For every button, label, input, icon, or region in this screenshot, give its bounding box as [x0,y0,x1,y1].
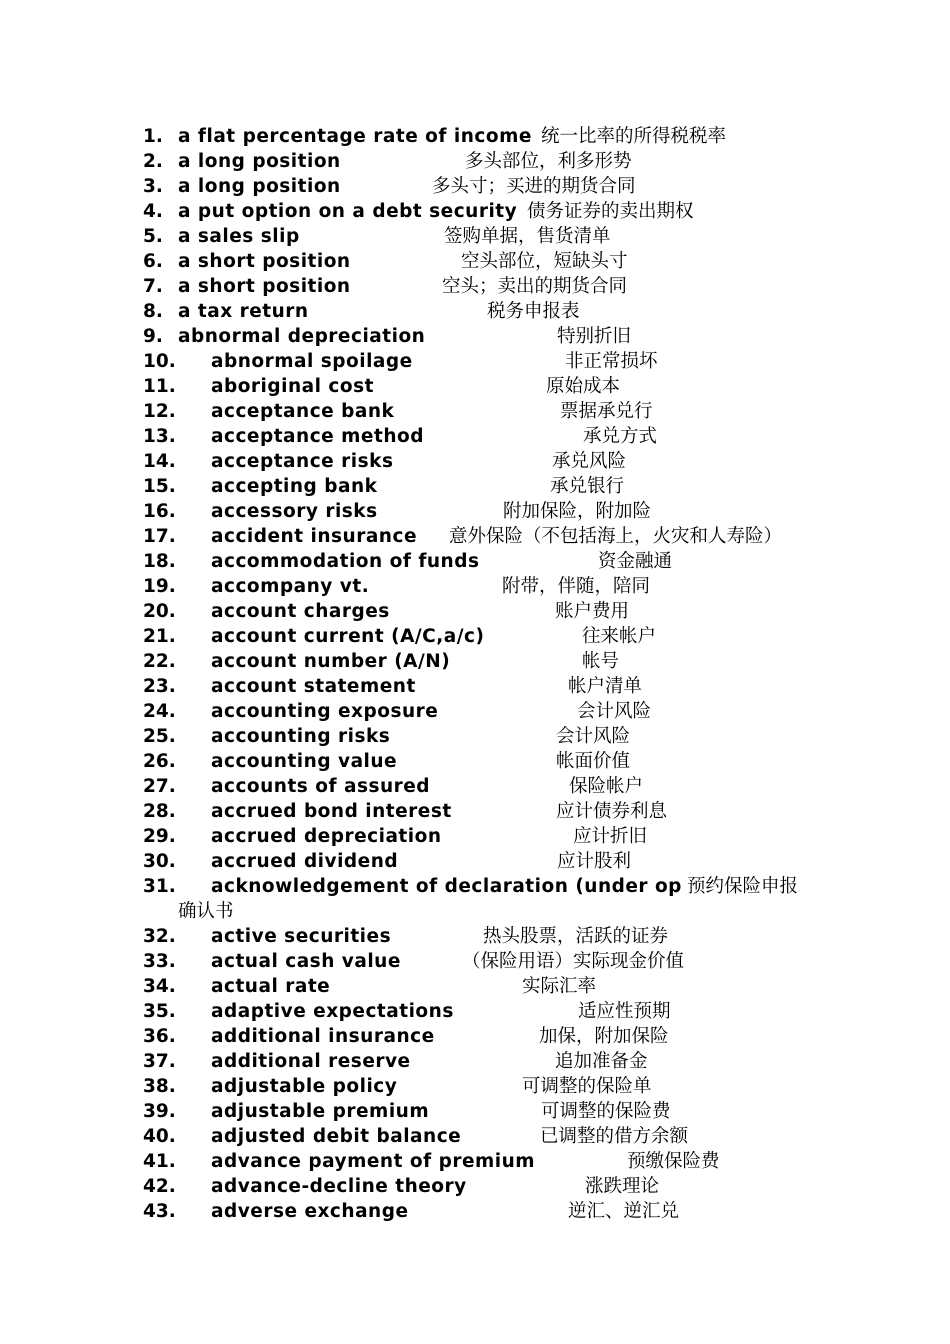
entry-term: account number (A/N) [211,651,451,672]
entry-translation: 签购单据，售货清单 [444,226,611,247]
entry-number: 1. [143,126,163,147]
entry-translation: 会计风险 [577,701,652,722]
entry-term: advance payment of premium [211,1151,536,1172]
entry-number: 35. [143,1001,176,1022]
glossary-entry [0,324,950,349]
entry-term: a sales slip [178,226,300,247]
glossary-entry [0,224,950,249]
entry-number: 41. [143,1151,176,1172]
entry-number: 16. [143,501,176,522]
glossary-entry [0,424,950,449]
entry-translation: 承兑风险 [552,451,627,472]
entry-translation: 帐号 [582,651,620,672]
entry-number: 3. [143,176,163,197]
glossary-entry [0,1099,950,1124]
entry-number: 11. [143,376,176,397]
entry-number: 39. [143,1101,176,1122]
entry-translation: 逆汇、逆汇兑 [568,1201,680,1222]
entry-term: a long position [178,176,341,197]
entry-term: a tax return [178,301,309,322]
glossary-entry [0,999,950,1024]
entry-term: accessory risks [211,501,378,522]
entry-term: account current (A/C,a/c) [211,626,485,647]
entry-term: acceptance bank [211,401,395,422]
entry-translation: 承兑银行 [550,476,625,497]
entry-term: acceptance method [211,426,424,447]
glossary-entry [0,849,950,874]
entry-term: active securities [211,926,392,947]
entry-translation: 应计债券利息 [556,801,668,822]
glossary-entry [0,1074,950,1099]
glossary-entry [0,149,950,174]
entry-number: 13. [143,426,176,447]
entry-translation: 非正常损坏 [565,351,658,372]
entry-term: accrued depreciation [211,826,442,847]
entry-term: advance-decline theory [211,1176,467,1197]
entry-translation: 保险帐户 [569,776,644,797]
entry-term: a put option on a debt security [178,201,518,222]
entry-number: 30. [143,851,176,872]
glossary-entry [0,974,950,999]
entry-term: accounting exposure [211,701,439,722]
entry-number: 21. [143,626,176,647]
entry-translation: 附加保险，附加险 [503,501,652,522]
glossary-entry [0,799,950,824]
entry-translation: 热头股票，活跃的证券 [483,926,669,947]
entry-term: account charges [211,601,390,622]
entry-translation: 空头部位，短缺头寸 [461,251,628,272]
entry-number: 32. [143,926,176,947]
entry-term: accounting risks [211,726,391,747]
glossary-entry [0,624,950,649]
glossary-entry [0,274,950,299]
entry-translation: 追加准备金 [555,1051,648,1072]
entry-term: actual cash value [211,951,401,972]
entry-term: acknowledgement of declaration (under op [211,876,682,897]
glossary-entry [0,574,950,599]
entry-term: accepting bank [211,476,378,497]
entry-number: 29. [143,826,176,847]
entry-translation: 多头部位，利多形势 [465,151,632,172]
entry-number: 2. [143,151,163,172]
glossary-entry [0,749,950,774]
entry-term: a flat percentage rate of income [178,126,532,147]
entry-term: adaptive expectations [211,1001,454,1022]
entry-number: 26. [143,751,176,772]
entry-term: acceptance risks [211,451,394,472]
entry-number: 25. [143,726,176,747]
glossary-entry [0,199,950,224]
entry-translation: 预缴保险费 [627,1151,720,1172]
entry-term: accrued bond interest [211,801,452,822]
glossary-entry [0,124,950,149]
entry-translation: 统一比率的所得税税率 [541,126,727,147]
glossary-entry [0,1024,950,1049]
entry-translation: 应计股利 [557,851,632,872]
glossary-entry [0,1199,950,1224]
entry-translation: 可调整的保险单 [522,1076,652,1097]
entry-number: 8. [143,301,163,322]
entry-number: 43. [143,1201,176,1222]
entry-number: 6. [143,251,163,272]
entry-term: adverse exchange [211,1201,409,1222]
entry-number: 23. [143,676,176,697]
entry-term: a short position [178,251,351,272]
entry-number: 17. [143,526,176,547]
entry-number: 7. [143,276,163,297]
entry-translation-wrap: 确认书 [178,901,234,922]
entry-term: accounts of assured [211,776,431,797]
entry-term: accompany vt. [211,576,370,597]
entry-term: account statement [211,676,416,697]
entry-translation: 实际汇率 [522,976,597,997]
entry-translation: 原始成本 [546,376,621,397]
entry-number: 24. [143,701,176,722]
glossary-entry [0,724,950,749]
entry-number: 19. [143,576,176,597]
entry-term: a short position [178,276,351,297]
glossary-entry [0,699,950,724]
glossary-entry [0,1174,950,1199]
entry-translation: 债务证券的卖出期权 [527,201,694,222]
entry-translation: 往来帐户 [582,626,657,647]
glossary-entry [0,1049,950,1074]
entry-term: adjustable policy [211,1076,398,1097]
glossary-entry [0,374,950,399]
glossary-entry [0,299,950,324]
entry-translation: 承兑方式 [583,426,658,447]
glossary-entry [0,549,950,574]
entry-translation: 预约保险申报 [687,876,799,897]
entry-term: abnormal depreciation [178,326,426,347]
entry-term: aboriginal cost [211,376,374,397]
entry-translation: 空头；卖出的期货合同 [442,276,628,297]
entry-term: additional insurance [211,1026,435,1047]
entry-number: 20. [143,601,176,622]
entry-number: 38. [143,1076,176,1097]
entry-translation-continued [0,899,950,924]
entry-term: adjustable premium [211,1101,430,1122]
glossary-entry [0,824,950,849]
entry-translation: 涨跌理论 [585,1176,660,1197]
entry-translation: 加保，附加保险 [539,1026,669,1047]
glossary-entry [0,449,950,474]
glossary-entry [0,874,950,899]
glossary-entry [0,399,950,424]
entry-number: 27. [143,776,176,797]
entry-term: accounting value [211,751,398,772]
entry-number: 37. [143,1051,176,1072]
glossary-entry [0,774,950,799]
entry-translation: 应计折旧 [573,826,648,847]
entry-number: 12. [143,401,176,422]
entry-number: 33. [143,951,176,972]
entry-translation: （保险用语）实际现金价值 [462,951,685,972]
entry-translation: 税务申报表 [487,301,580,322]
entry-number: 5. [143,226,163,247]
entry-number: 36. [143,1026,176,1047]
glossary-entry [0,499,950,524]
entry-number: 15. [143,476,176,497]
entry-translation: 帐户清单 [568,676,643,697]
glossary-entry [0,349,950,374]
entry-number: 40. [143,1126,176,1147]
entry-translation: 已调整的借方余额 [540,1126,689,1147]
entry-number: 18. [143,551,176,572]
entry-translation: 票据承兑行 [560,401,653,422]
entry-translation: 会计风险 [556,726,631,747]
entry-term: additional reserve [211,1051,411,1072]
glossary-entry [0,1149,950,1174]
entry-number: 9. [143,326,163,347]
entry-translation: 账户费用 [555,601,630,622]
glossary-entry [0,649,950,674]
entry-term: adjusted debit balance [211,1126,462,1147]
entry-number: 14. [143,451,176,472]
glossary-entry [0,474,950,499]
entry-term: accident insurance [211,526,417,547]
entry-translation: 附带，伴随，陪同 [502,576,651,597]
entry-term: accrued dividend [211,851,399,872]
entry-number: 10. [143,351,176,372]
glossary-entry [0,599,950,624]
entry-term: accommodation of funds [211,551,480,572]
entry-number: 34. [143,976,176,997]
entry-term: actual rate [211,976,331,997]
entry-number: 22. [143,651,176,672]
glossary-entry [0,1124,950,1149]
glossary-entry [0,949,950,974]
entry-translation: 适应性预期 [578,1001,671,1022]
entry-number: 42. [143,1176,176,1197]
entry-translation: 帐面价值 [556,751,631,772]
entry-number: 4. [143,201,163,222]
entry-term: a long position [178,151,341,172]
entry-number: 31. [143,876,176,897]
entry-term: abnormal spoilage [211,351,413,372]
glossary-entry [0,174,950,199]
entry-number: 28. [143,801,176,822]
entry-translation: 意外保险（不包括海上，火灾和人寿险） [449,526,783,547]
glossary-entry [0,674,950,699]
glossary-entry [0,249,950,274]
glossary-entry [0,924,950,949]
entry-translation: 多头寸；买进的期货合同 [432,176,636,197]
entry-translation: 特别折旧 [557,326,632,347]
entry-translation: 可调整的保险费 [541,1101,671,1122]
glossary-entry [0,524,950,549]
entry-translation: 资金融通 [598,551,673,572]
